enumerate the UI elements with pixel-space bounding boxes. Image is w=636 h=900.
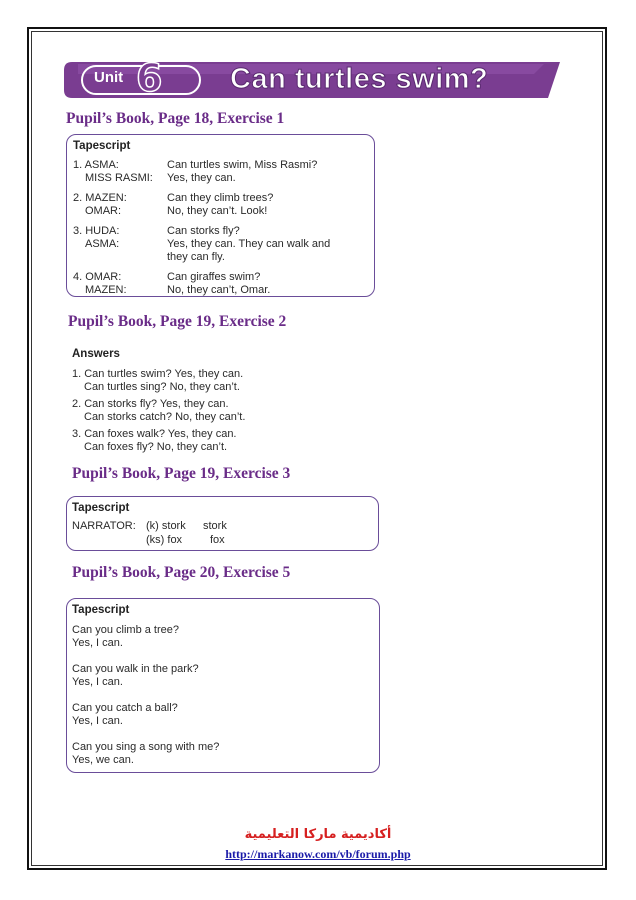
script-line: Yes, we can. [72, 754, 134, 766]
speaker: 2. MAZEN: [73, 192, 127, 204]
answers-label: Answers [72, 348, 120, 360]
speaker: MAZEN: [85, 284, 127, 296]
answer-line: Can storks catch? No, they can’t. [84, 411, 246, 423]
tapescript-label-ex5: Tapescript [72, 604, 130, 616]
dialogue-line: Can storks fly? [167, 225, 240, 237]
script-line: Can you climb a tree? [72, 624, 179, 636]
sound-word: stork [203, 520, 227, 532]
footer-forum-link[interactable]: http://markanow.com/vb/forum.php [225, 847, 411, 861]
unit-number: 6 [136, 56, 163, 100]
dialogue-line: they can fly. [167, 251, 225, 263]
script-line: Yes, I can. [72, 715, 123, 727]
dialogue-line: Can they climb trees? [167, 192, 274, 204]
script-line: Can you walk in the park? [72, 663, 199, 675]
speaker: NARRATOR: [72, 520, 136, 532]
footer-academy-name: أكاديمية ماركا التعليمية [244, 827, 392, 842]
page-title: Can turtles swim? [230, 63, 489, 95]
sound-line: (k) stork [146, 520, 186, 532]
answer-line: Can turtles sing? No, they can’t. [84, 381, 240, 393]
sound-line: (ks) fox [146, 534, 183, 546]
speaker: 3. HUDA: [73, 225, 120, 237]
section-title-ex2: Pupil’s Book, Page 19, Exercise 2 [68, 313, 287, 330]
script-line: Can you sing a song with me? [72, 741, 220, 753]
speaker: ASMA: [85, 238, 120, 250]
unit-label: Unit [94, 69, 124, 86]
speaker: MISS RASMI: [85, 172, 153, 184]
dialogue-line: Yes, they can. [167, 172, 236, 184]
section-title-ex1: Pupil’s Book, Page 18, Exercise 1 [66, 110, 285, 127]
tapescript-label-ex1: Tapescript [73, 140, 131, 152]
unit-banner [64, 56, 564, 100]
speaker: 4. OMAR: [73, 271, 122, 283]
answer-line: 3. Can foxes walk? Yes, they can. [72, 428, 237, 440]
section-title-ex5: Pupil’s Book, Page 20, Exercise 5 [72, 564, 291, 581]
dialogue-line: Can turtles swim, Miss Rasmi? [167, 159, 318, 171]
answer-line: 1. Can turtles swim? Yes, they can. [72, 368, 244, 380]
script-line: Yes, I can. [72, 637, 123, 649]
speaker: 1. ASMA: [73, 159, 119, 171]
tapescript-label-ex3: Tapescript [72, 502, 130, 514]
dialogue-line: No, they can’t, Omar. [167, 284, 271, 296]
script-line: Can you catch a ball? [72, 702, 178, 714]
speaker: OMAR: [85, 205, 122, 217]
section-title-ex3: Pupil’s Book, Page 19, Exercise 3 [72, 465, 291, 482]
script-line: Yes, I can. [72, 676, 123, 688]
dialogue-line: Yes, they can. They can walk and [167, 238, 331, 250]
answer-line: 2. Can storks fly? Yes, they can. [72, 398, 229, 410]
answer-line: Can foxes fly? No, they can’t. [84, 441, 228, 453]
sound-word: fox [210, 534, 225, 546]
dialogue-line: Can giraffes swim? [167, 271, 261, 283]
dialogue-line: No, they can’t. Look! [167, 205, 268, 217]
